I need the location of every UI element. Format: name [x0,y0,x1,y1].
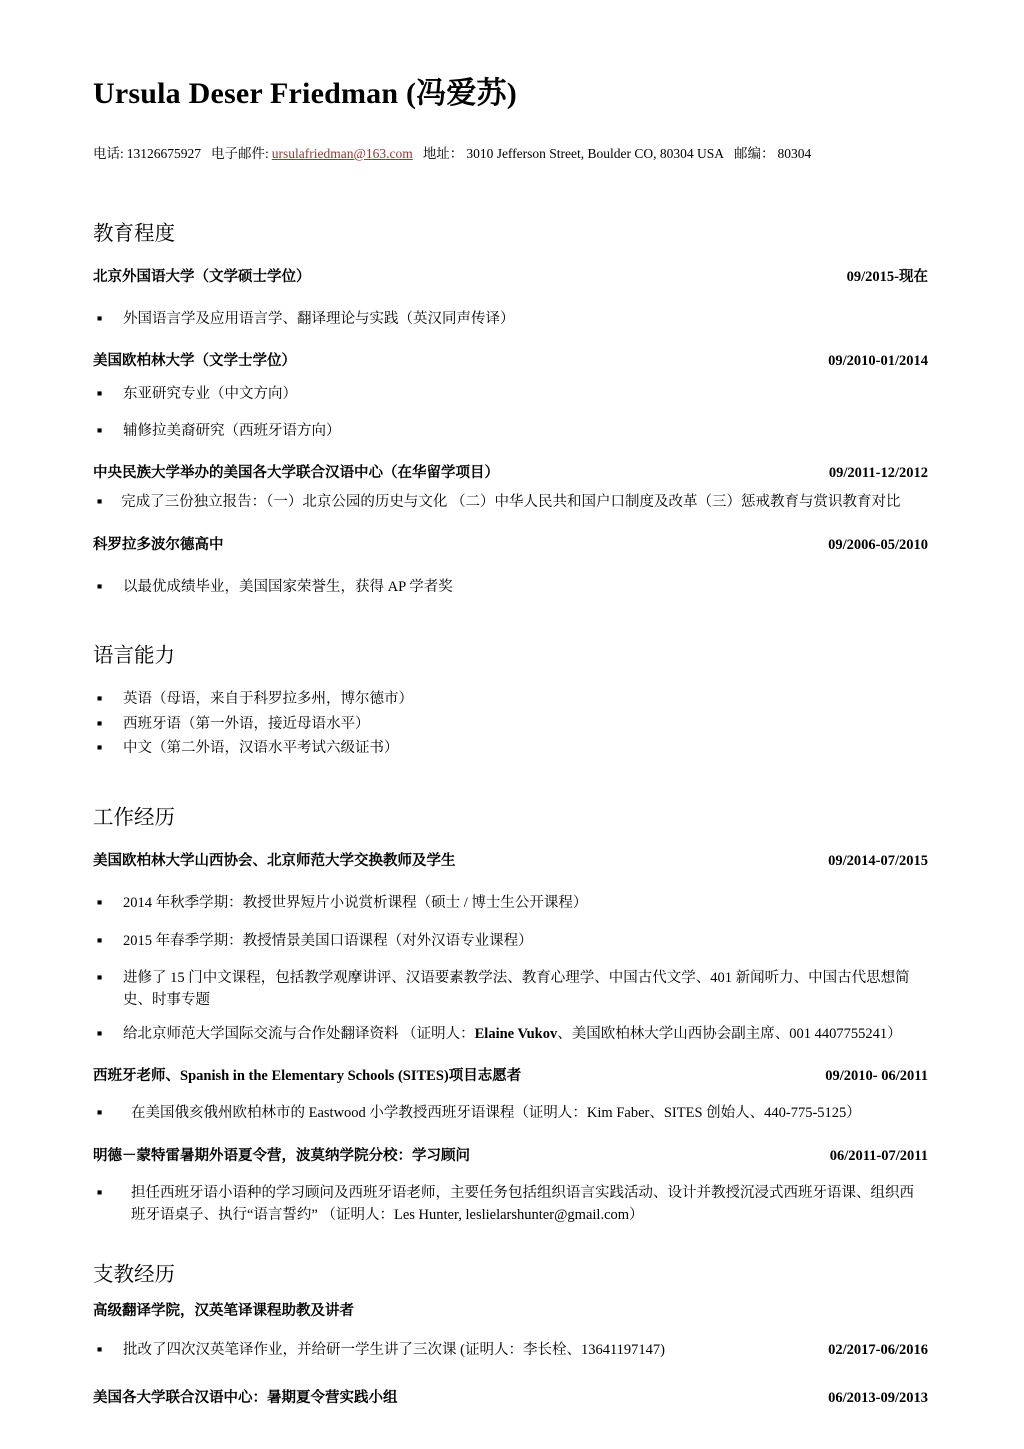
bullet-text: 西班牙语（第一外语，接近母语水平） [123,715,370,732]
bullet-text: 在美国俄亥俄州欧柏林市的 Eastwood 小学教授西班牙语课程（证明人：Kim Faber、SITES 创始人、440-775-5125） [131,1105,861,1122]
bullet-text-after: 、美国欧柏林大学山西协会副主席、001 4407755241） [557,1025,902,1042]
email-label: 电子邮件: [211,146,269,161]
entry-date: 09/2010- 06/2011 [825,1068,928,1085]
address-value: 3010 Jefferson Street, Boulder CO, 80304 USA [466,146,725,161]
entry-title: 明德－蒙特雷暑期外语夏令营，波莫纳学院分校：学习顾问 [93,1147,470,1164]
entry-date: 02/2017-06/2016 [828,1341,928,1358]
bullet-text: 中文（第二外语，汉语水平考试六级证书） [123,740,399,757]
bullet-text: 英语（母语，来自于科罗拉多州，博尔德市） [123,691,413,708]
zip-value: 80304 [777,146,812,161]
bullet-text: 以最优成绩毕业，美国国家荣誉生，获得 AP 学者奖 [123,578,453,595]
bullet-text: 外国语言学及应用语言学、翻译理论与实践（英汉同声传译） [123,311,515,328]
zip-label: 邮编： [734,146,775,161]
list-item [93,420,928,442]
bullet-text: 批改了四次汉英笔译作业，并给研一学生讲了三次课 (证明人：李长栓、13641197147) [123,1341,665,1358]
bullet-square-icon: ■ [97,717,103,728]
bullet-square-icon: ■ [97,1107,103,1118]
bullet-square-icon: ■ [97,313,103,324]
bullet-square-icon: ■ [97,1027,103,1038]
list-item [93,1023,928,1045]
entry-title: 美国欧柏林大学（文学士学位） [93,353,296,370]
list-item [93,1182,928,1227]
entry-title: 高级翻译学院，汉英笔译课程助教及讲者 [93,1302,354,1319]
list-item [93,892,928,914]
entry-title: 美国各大学联合汉语中心：暑期夏令营实践小组 [93,1390,398,1407]
entry-title: 西班牙老师、Spanish in the Elementary Schools (SITES)项目志愿者 [93,1068,522,1085]
list-item [93,1102,928,1124]
list-item [93,491,928,513]
bullet-text: 担任西班牙语小语种的学习顾问及西班牙语老师，主要任务包括组织语言实践活动、设计并教授沉浸式西班牙语课、组织西班牙语桌子、执行“语言誓约” （证明人：Les Hunter, leslielarshunter@gmail.com） [131,1184,914,1224]
bullet-square-icon: ■ [97,742,103,753]
entry-date: 09/2011-12/2012 [828,465,928,482]
bullet-text: 辅修拉美裔研究（西班牙语方向） [123,422,341,439]
bullet-square-icon: ■ [97,1186,103,1197]
email-link[interactable]: ursulafriedman@163.com [271,146,413,161]
work-entry [93,851,928,872]
entry-title: 美国欧柏林大学山西协会、北京师范大学交换教师及学生 [93,852,456,869]
bullet-square-icon: ■ [97,693,103,704]
education-entry [93,351,928,372]
section-heading-work: 工作经历 [93,806,175,829]
section-heading-volunteer: 支教经历 [93,1263,175,1286]
entry-title: 科罗拉多波尔德高中 [93,536,224,553]
education-entry [93,535,928,556]
list-item [93,930,928,952]
bullet-text [123,1023,928,1045]
work-entry [93,1066,928,1087]
entry-title: 北京外国语大学（文学硕士学位） [93,269,311,285]
bullet-text: 2014 年秋季学期：教授世界短片小说赏析课程（硕士 / 博士生公开课程） [123,894,588,911]
education-entry [93,463,928,484]
bullet-square-icon: ■ [97,1343,103,1354]
bullet-text: 东亚研究专业（中文方向） [123,385,297,402]
bullet-square-icon: ■ [97,424,103,435]
bullet-square-icon: ■ [97,935,103,946]
bullet-square-icon: ■ [97,971,103,982]
contact-line [93,142,928,162]
entry-date: 09/2014-07/2015 [828,852,928,869]
phone-value: 13126675927 [126,146,202,161]
bullet-text: 2015 年春季学期：教授情景美国口语课程（对外汉语专业课程） [123,933,533,950]
list-item [93,308,928,330]
entry-title: 中央民族大学举办的美国各大学联合汉语中心（在华留学项目） [93,465,499,482]
list-item [93,383,928,405]
bullet-square-icon: ■ [97,387,103,398]
entry-date: 09/2006-05/2010 [828,536,928,553]
bullet-text: 完成了三份独立报告：（一）北京公园的历史与文化 （二）中华人民共和国户口制度及改革（三）惩戒教育与赏识教育对比 [121,494,901,511]
bullet-square-icon: ■ [97,496,103,507]
phone-label: 电话: [93,146,124,161]
bullet-square-icon: ■ [97,896,103,907]
list-item [93,967,928,1012]
bullet-square-icon: ■ [97,580,103,591]
volunteer-entry [93,1388,928,1409]
entry-date: 09/2015-现在 [846,269,928,285]
list-item [93,1339,928,1361]
bullet-text: 进修了 15 门中文课程，包括教学观摩讲评、汉语要素教学法、教育心理学、中国古代文学、401 新闻听力、中国古代思想简史、时事专题 [123,969,910,1009]
list-item [93,688,928,710]
address-label: 地址： [422,146,464,161]
section-heading-education: 教育程度 [93,223,175,245]
entry-date: 09/2010-01/2014 [828,353,928,370]
section-heading-languages: 语言能力 [93,645,175,668]
entry-date: 06/2011-07/2011 [829,1147,928,1164]
entry-date: 06/2013-09/2013 [828,1390,928,1407]
education-entry [93,267,928,288]
list-item [93,576,928,598]
reference-name: Elaine Vukov [474,1025,558,1042]
list-item [93,713,928,735]
list-item [93,737,928,759]
volunteer-entry [93,1301,928,1322]
candidate-name: Ursula Deser Friedman (冯爱苏) [93,77,517,110]
work-entry [93,1146,928,1167]
bullet-text-before: 给北京师范大学国际交流与合作处翻译资料 （证明人： [123,1025,475,1042]
